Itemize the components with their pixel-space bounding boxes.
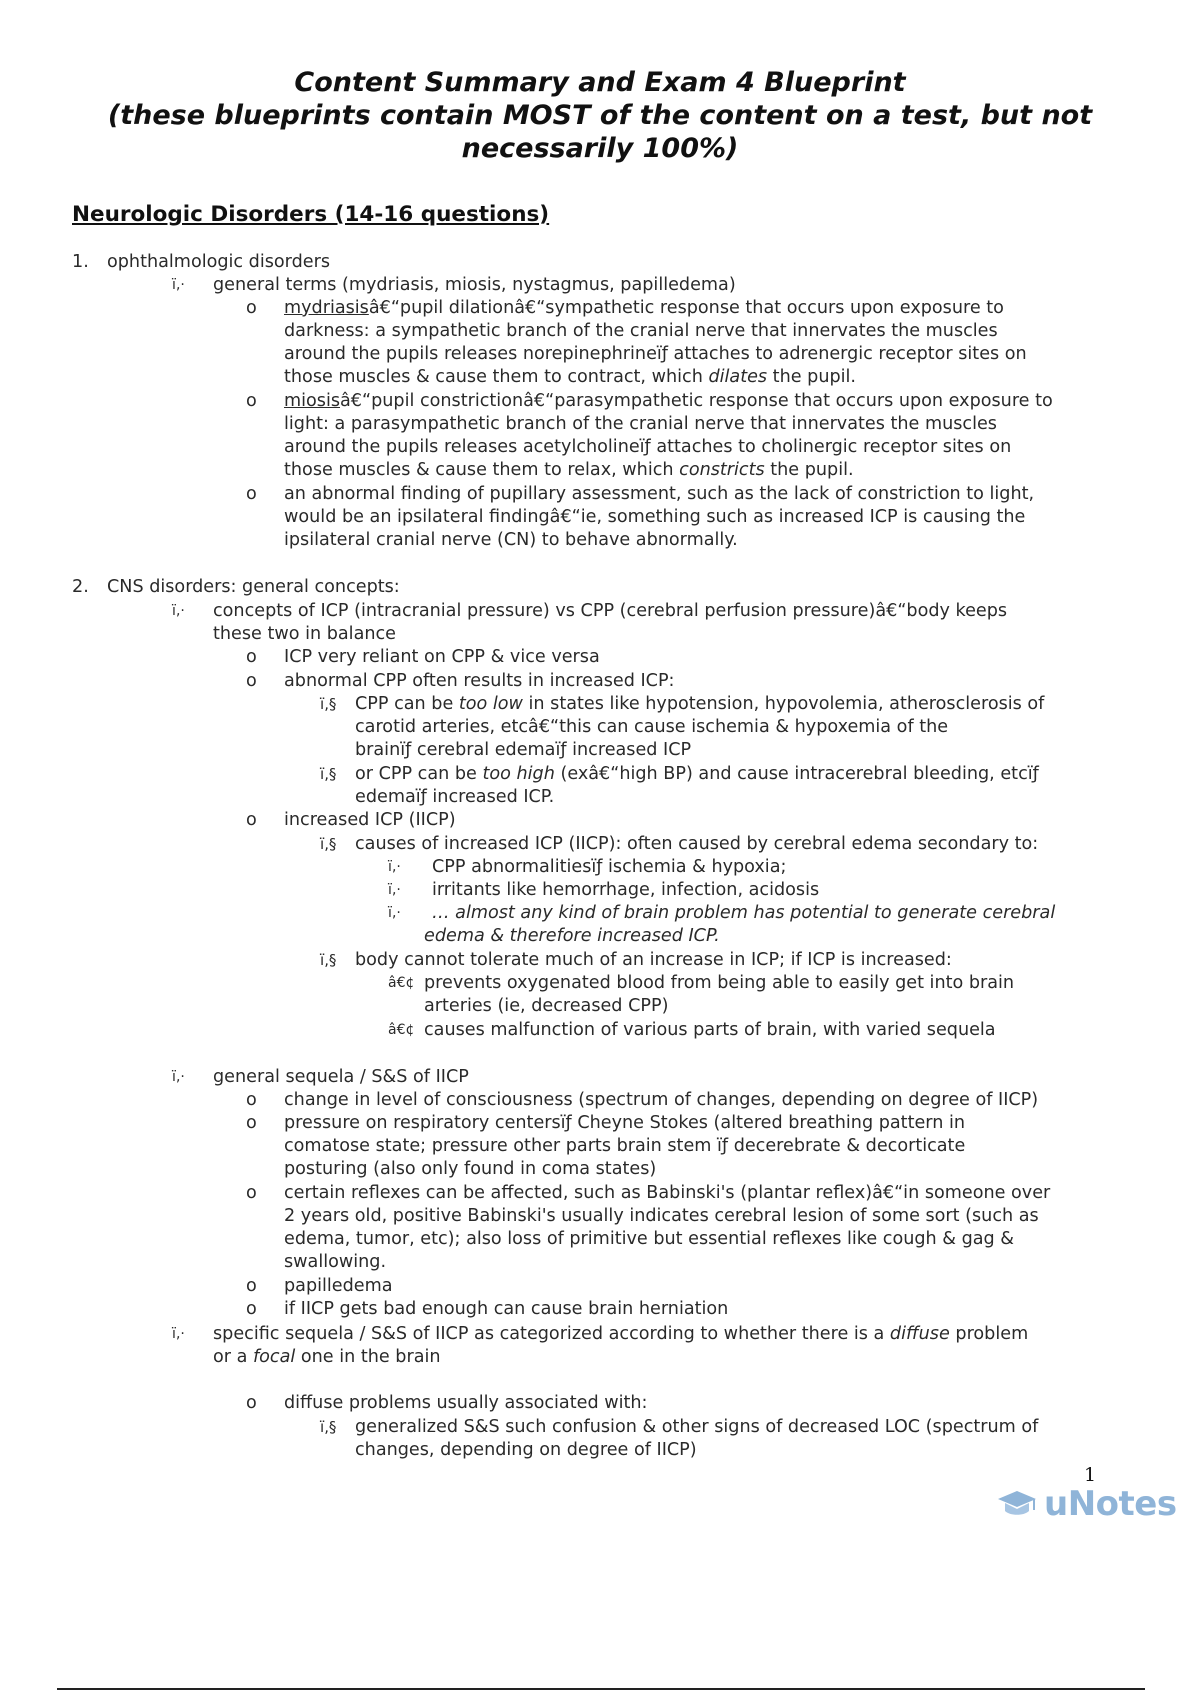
text-line: an abnormal finding of pupillary assessment, such as the lack of constriction to light, (284, 484, 1035, 504)
text-fragment: one in the brain (295, 1347, 441, 1367)
bullet-marker: o (246, 1393, 257, 1413)
graduation-cap-icon (996, 1488, 1038, 1520)
bullet-marker: o (246, 298, 257, 318)
bullet-marker: ï‚· (388, 905, 401, 921)
unotes-logo[interactable] (996, 1484, 1177, 1524)
text-line: change in level of consciousness (spectrum of changes, depending on degree of IICP) (284, 1090, 1039, 1110)
text-line: papilledema (284, 1276, 393, 1296)
bullet-marker: o (246, 1090, 257, 1110)
bullet-marker: â€¢ (388, 975, 415, 991)
text-line (284, 390, 1053, 413)
bullet-marker: o (246, 647, 257, 667)
text-line (284, 459, 854, 482)
text-line (355, 693, 1044, 716)
text-fragment: or CPP can be (355, 764, 483, 784)
text-fragment: those muscles & cause them to relax, which (284, 460, 680, 480)
text-fragment: those muscles & cause them to contract, which (284, 367, 709, 387)
bullet-marker: o (246, 1113, 257, 1133)
footer-rule (57, 1688, 1145, 1690)
text-line: around the pupils releases norepinephrineïƒ attaches to adrenergic receptor sites on (284, 344, 1027, 364)
bullet-marker: o (246, 484, 257, 504)
emphasis: too low (458, 694, 523, 714)
text-fragment: (exâ€“high BP) and cause intracerebral bleeding, etcïƒ (554, 764, 1039, 784)
bullet-marker: â€¢ (388, 1022, 415, 1038)
bullet-marker: o (246, 1299, 257, 1319)
text-line: CPP abnormalitiesïƒ ischemia & hypoxia; (432, 857, 787, 877)
text-line (355, 763, 1039, 786)
text-line: … almost any kind of brain problem has potential to generate cerebral (432, 903, 1056, 923)
bullet-marker: ï‚· (172, 603, 185, 619)
text-line (284, 366, 856, 389)
text-fragment: the pupil. (764, 460, 854, 480)
text-line: abnormal CPP often results in increased ICP: (284, 671, 675, 691)
bullet-marker: ï‚§ (320, 951, 337, 969)
list-number: 2. (72, 577, 89, 597)
list-number: 1. (72, 252, 89, 272)
emphasis: too high (482, 764, 555, 784)
text-line: ICP very reliant on CPP & vice versa (284, 647, 600, 667)
text-line: these two in balance (213, 624, 396, 644)
bullet-marker: ï‚§ (320, 765, 337, 783)
bullet-marker: ï‚· (388, 882, 401, 898)
text-fragment: â€“pupil dilationâ€“sympathetic response that occurs upon exposure to (368, 298, 1004, 318)
title-line-2: (these blueprints contain MOST of the content on a test, but not (107, 100, 1093, 131)
bullet-marker: ï‚§ (320, 835, 337, 853)
bullet-marker: ï‚· (172, 1326, 185, 1342)
text-fragment: â€“pupil constrictionâ€“parasympathetic response that occurs upon exposure to (340, 391, 1053, 411)
term-mydriasis: mydriasis (284, 298, 369, 318)
logo-text: uNotes (1044, 1484, 1177, 1524)
text-line: arteries (ie, decreased CPP) (424, 996, 669, 1016)
bullet-marker: o (246, 1276, 257, 1296)
text-line: pressure on respiratory centersïƒ Cheyne Stokes (altered breathing pattern in (284, 1113, 965, 1133)
text-line: 2 years old, positive Babinski's usually indicates cerebral lesion of some sort (such as (284, 1206, 1039, 1226)
text-line: edemaïƒ increased ICP. (355, 787, 555, 807)
text-line: swallowing. (284, 1252, 387, 1272)
text-line: ipsilateral cranial nerve (CN) to behave abnormally. (284, 530, 738, 550)
text-line: CNS disorders: general concepts: (107, 577, 400, 597)
text-line: increased ICP (IICP) (284, 810, 456, 830)
text-line: around the pupils releases acetylcholineïƒ attaches to cholinergic receptor sites on (284, 437, 1012, 457)
text-line: carotid arteries, etcâ€“this can cause ischemia & hypoxemia of the (355, 717, 949, 737)
text-line: causes malfunction of various parts of brain, with varied sequela (424, 1020, 996, 1040)
bullet-marker: ï‚§ (320, 695, 337, 713)
section-heading: Neurologic Disorders (14-16 questions) (72, 202, 550, 227)
text-line: edema & therefore increased ICP. (424, 926, 720, 946)
text-line: causes of increased ICP (IICP): often caused by cerebral edema secondary to: (355, 834, 1039, 854)
bullet-marker: ï‚§ (320, 1418, 337, 1436)
bullet-marker: ï‚· (388, 859, 401, 875)
text-line: would be an ipsilateral findingâ€“ie, something such as increased ICP is causing the (284, 507, 1026, 527)
text-line: generalized S&S such confusion & other signs of decreased LOC (spectrum of (355, 1417, 1039, 1437)
text-line: prevents oxygenated blood from being able to easily get into brain (424, 973, 1015, 993)
bullet-marker: ï‚· (172, 277, 185, 293)
text-line (284, 297, 1004, 320)
text-fragment: or a (213, 1347, 253, 1367)
bullet-marker: o (246, 671, 257, 691)
text-line (213, 1346, 441, 1369)
text-line: general terms (mydriasis, miosis, nystagmus, papilledema) (213, 275, 736, 295)
text-line: general sequela / S&S of IICP (213, 1067, 469, 1087)
text-fragment: the pupil. (767, 367, 857, 387)
text-line: posturing (also only found in coma states) (284, 1159, 657, 1179)
text-line (213, 1323, 1028, 1346)
bullet-marker: o (246, 391, 257, 411)
bullet-marker: ï‚· (172, 1069, 185, 1085)
emphasis: dilates (708, 367, 768, 387)
text-line: ophthalmologic disorders (107, 252, 330, 272)
bullet-marker: o (246, 810, 257, 830)
text-line: body cannot tolerate much of an increase in ICP; if ICP is increased: (355, 950, 952, 970)
text-fragment: problem (949, 1324, 1029, 1344)
emphasis: diffuse (889, 1324, 950, 1344)
bullet-marker: o (246, 1183, 257, 1203)
title-line-1: Content Summary and Exam 4 Blueprint (294, 67, 906, 98)
text-line: comatose state; pressure other parts brain stem ïƒ decerebrate & decorticate (284, 1136, 966, 1156)
title-line-3: necessarily 100%) (461, 133, 739, 164)
text-line: light: a parasympathetic branch of the cranial nerve that innervates the muscles (284, 414, 997, 434)
text-line: if IICP gets bad enough can cause brain herniation (284, 1299, 729, 1319)
page-number: 1 (1084, 1464, 1097, 1486)
text-line: brainïƒ cerebral edemaïƒ increased ICP (355, 740, 692, 760)
text-line: changes, depending on degree of IICP) (355, 1440, 697, 1460)
text-line: concepts of ICP (intracranial pressure) vs CPP (cerebral perfusion pressure)â€“body keeps (213, 601, 1008, 621)
text-line: darkness: a sympathetic branch of the cranial nerve that innervates the muscles (284, 321, 998, 341)
text-fragment: CPP can be (355, 694, 459, 714)
text-line: edema, tumor, etc); also loss of primitive but essential reflexes like cough & gag & (284, 1229, 1015, 1249)
text-line: irritants like hemorrhage, infection, acidosis (432, 880, 820, 900)
text-fragment: in states like hypotension, hypovolemia, atherosclerosis of (522, 694, 1045, 714)
page-title (60, 66, 1140, 165)
emphasis: constricts (679, 460, 765, 480)
emphasis: focal (252, 1347, 296, 1367)
text-line: diffuse problems usually associated with: (284, 1393, 648, 1413)
term-miosis: miosis (284, 391, 341, 411)
text-fragment: specific sequela / S&S of IICP as categorized according to whether there is a (213, 1324, 890, 1344)
text-line: certain reflexes can be affected, such as Babinski's (plantar reflex)â€“in someone over (284, 1183, 1051, 1203)
